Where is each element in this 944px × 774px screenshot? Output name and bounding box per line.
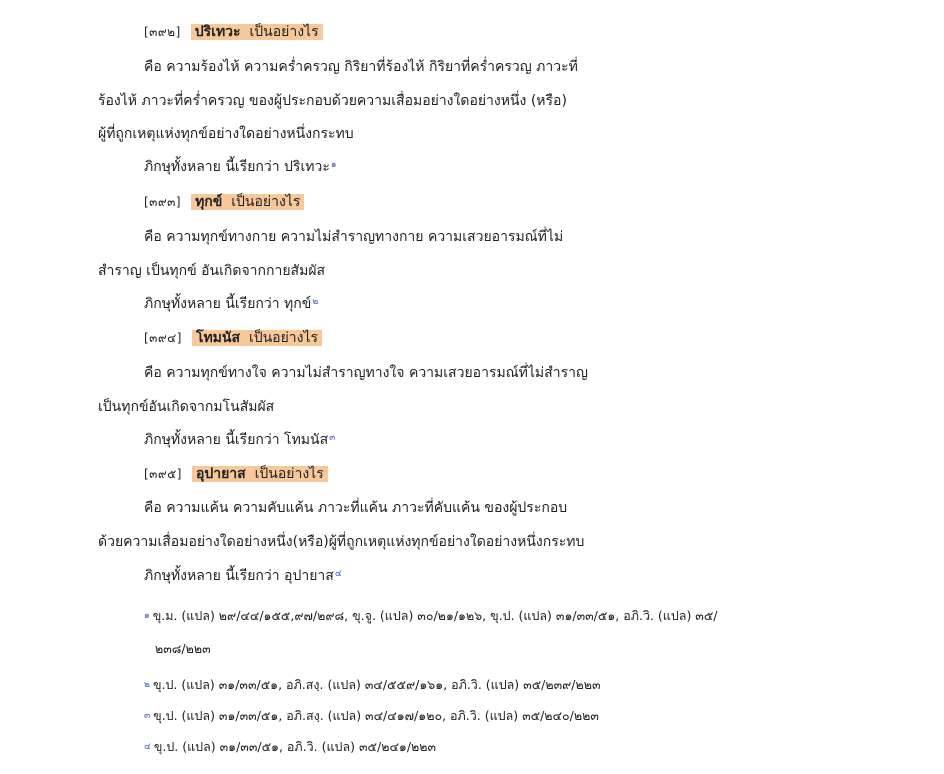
- section-heading: [144, 328, 322, 348]
- footnote-reference[interactable]: ๒: [312, 297, 319, 307]
- footnote-mark: ๒: [144, 680, 150, 690]
- body-line: คือ ความทุกข์ทางใจ ความไม่สำราญทางใจ ความเสวยอารมณ์ที่ไม่สำราญ: [144, 365, 588, 381]
- footnote: [144, 607, 718, 625]
- footnote: [144, 676, 601, 694]
- section-heading: [144, 192, 304, 212]
- conclusion-line: [144, 566, 342, 586]
- footnote-text: ขุ.ม. (แปล) ๒๙/๔๔/๑๕๕,๙๗/๒๙๘, ขุ.จู. (แปล) ๓๐/๒๑/๑๒๖, ขุ.ป. (แปล) ๓๑/๓๓/๕๑, อภิ.วิ. (แปล) ๓๕/: [152, 608, 718, 623]
- section-number: [๓๙๔]: [144, 331, 182, 345]
- conclusion-text: ภิกษุทั้งหลาย นี้เรียกว่า ปริเทวะ: [144, 159, 330, 175]
- footnote: [144, 738, 436, 756]
- footnote-mark: ๓: [144, 711, 151, 721]
- body-line: คือ ความแค้น ความคับแค้น ภาวะที่แค้น ภาวะที่คับแค้น ของผู้ประกอบ: [144, 500, 568, 516]
- section-heading: [144, 22, 323, 42]
- section-question: เป็นอย่างไร: [248, 330, 319, 346]
- body-line: เป็นทุกข์อันเกิดจากมโนสัมผัส: [98, 399, 275, 415]
- body-line: ด้วยความเสื่อมอย่างใดอย่างหนึ่ง(หรือ)ผู้ที่ถูกเหตุแห่งทุกข์อย่างใดอย่างหนึ่งกระทบ: [98, 534, 585, 550]
- section-term: ทุกข์: [195, 194, 223, 210]
- footnote-mark: ๔: [144, 742, 151, 752]
- section-term-highlight: [192, 330, 322, 346]
- conclusion-line: [144, 430, 335, 450]
- footnote: [144, 707, 599, 725]
- footnote-text: ขุ.ป. (แปล) ๓๑/๓๓/๕๑, อภิ.สงฺ. (แปล) ๓๔/๕๕๙/๑๖๑, อภิ.วิ. (แปล) ๓๕/๒๓๙/๒๒๓: [152, 677, 601, 692]
- section-term: ปริเทวะ: [194, 24, 241, 40]
- conclusion-line: [144, 157, 337, 177]
- conclusion-text: ภิกษุทั้งหลาย นี้เรียกว่า ทุกข์: [144, 296, 312, 312]
- footnote-continuation: ๒๓๘/๒๒๓: [155, 641, 211, 656]
- body-line: คือ ความทุกข์ทางกาย ความไม่สำราญทางกาย ความเสวยอารมณ์ที่ไม่: [144, 229, 564, 245]
- section-term: โทมนัส: [195, 330, 241, 346]
- footnote-reference[interactable]: ๑: [330, 160, 337, 170]
- footnote-text: ขุ.ป. (แปล) ๓๑/๓๓/๕๑, อภิ.สงฺ. (แปล) ๓๔/๔๑๗/๑๒๐, อภิ.วิ. (แปล) ๓๕/๒๔๐/๒๒๓: [153, 708, 599, 723]
- section-number: [๓๙๒]: [144, 25, 181, 39]
- section-number: [๓๙๕]: [144, 467, 182, 481]
- footnote-text: ขุ.ป. (แปล) ๓๑/๓๓/๕๑, อภิ.วิ. (แปล) ๓๕/๒๔๑/๒๒๓: [153, 739, 437, 754]
- footnote-mark: ๑: [144, 611, 150, 621]
- section-term: อุปายาส: [195, 466, 246, 482]
- section-question: เป็นอย่างไร: [254, 466, 324, 482]
- body-line: ร้องไห้ ภาวะที่คร่ำครวญ ของผู้ประกอบด้วยความเสื่อมอย่างใดอย่างหนึ่ง (หรือ): [98, 93, 567, 109]
- conclusion-text: ภิกษุทั้งหลาย นี้เรียกว่า อุปายาส: [144, 568, 334, 584]
- body-line: สำราญ เป็นทุกข์ อันเกิดจากกายสัมผัส: [98, 263, 326, 279]
- body-line: คือ ความร้องไห้ ความคร่ำครวญ กิริยาที่ร้องไห้ กิริยาที่คร่ำครวญ ภาวะที่: [144, 59, 578, 75]
- footnote-reference[interactable]: ๓: [329, 433, 336, 443]
- section-term-highlight: [191, 194, 304, 210]
- body-line: ผู้ที่ถูกเหตุแห่งทุกข์อย่างใดอย่างหนึ่งกระทบ: [98, 126, 354, 142]
- section-heading: [144, 464, 328, 484]
- conclusion-line: [144, 294, 318, 314]
- conclusion-text: ภิกษุทั้งหลาย นี้เรียกว่า โทมนัส: [144, 432, 329, 448]
- footnote-reference[interactable]: ๔: [334, 569, 342, 579]
- section-question: เป็นอย่างไร: [231, 194, 301, 210]
- section-term-highlight: [192, 466, 328, 482]
- section-question: เป็นอย่างไร: [249, 24, 319, 40]
- section-number: [๓๙๓]: [144, 195, 182, 209]
- section-term-highlight: [191, 24, 323, 40]
